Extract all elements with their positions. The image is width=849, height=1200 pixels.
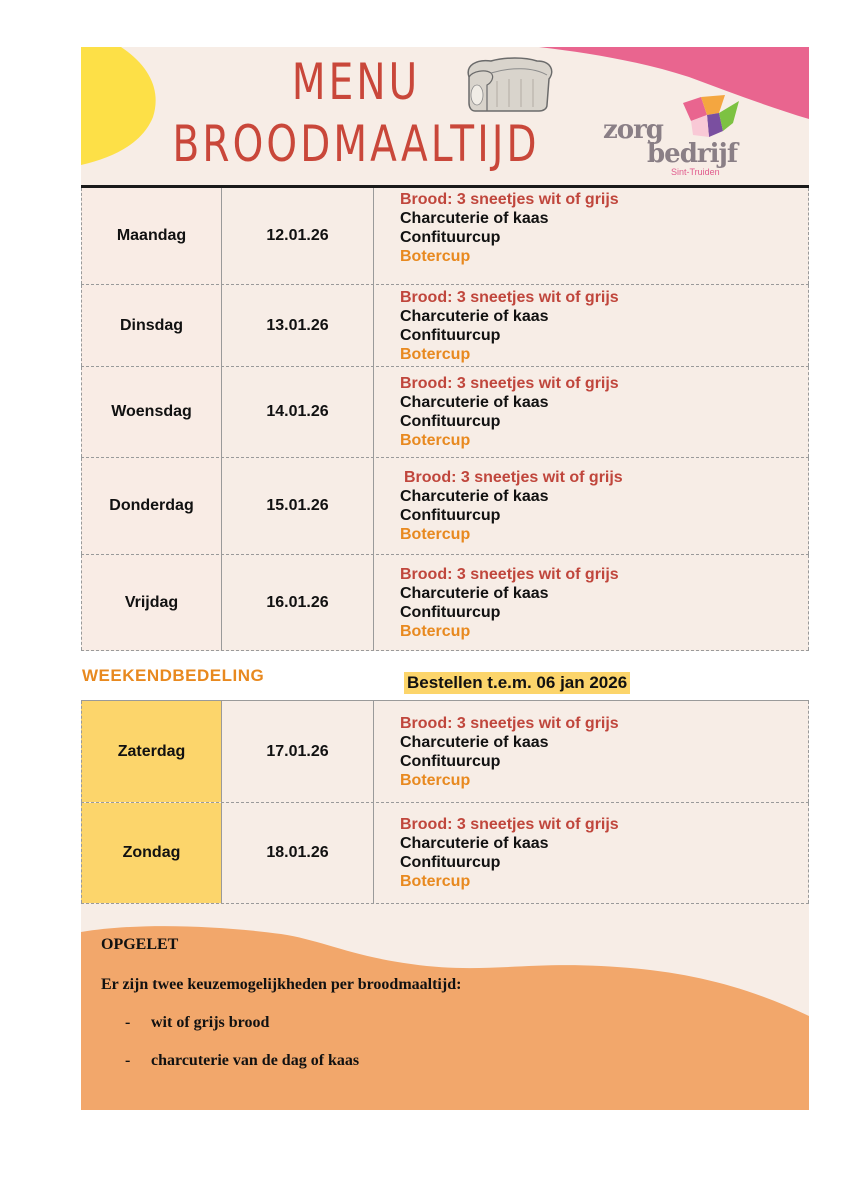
menu-charcuterie: Charcuterie of kaas: [400, 488, 549, 505]
menu-jam: Confituurcup: [400, 413, 501, 430]
note-text: Er zijn twee keuzemogelijkheden per broodmaaltijd:: [101, 976, 462, 993]
menu-cell: [374, 285, 809, 366]
date-cell: 12.01.26: [222, 188, 374, 284]
bullet-dash: -: [125, 1014, 131, 1031]
date-cell: 16.01.26: [222, 555, 374, 650]
table-row-thursday: [81, 458, 809, 555]
menu-jam: Confituurcup: [400, 752, 501, 770]
day-cell: Zaterdag: [81, 701, 222, 802]
day-cell: Vrijdag: [81, 555, 222, 650]
date-cell: 13.01.26: [222, 285, 374, 366]
note-title: OPGELET: [101, 936, 179, 953]
menu-cell: [374, 803, 809, 903]
menu-bread: Brood: 3 sneetjes wit of grijs: [404, 469, 623, 486]
date-cell: 17.01.26: [222, 701, 374, 802]
zorgbedrijf-logo: [603, 97, 763, 177]
footer-note: [81, 904, 809, 1110]
menu-cell: [374, 701, 809, 802]
weekend-title: WEEKENDBEDELING: [82, 666, 265, 685]
note-list-item: [125, 1014, 269, 1032]
menu-butter: Botercup: [400, 248, 471, 265]
day-cell: Zondag: [81, 803, 222, 903]
date-cell: 14.01.26: [222, 367, 374, 457]
menu-bread: Brood: 3 sneetjes wit of grijs: [400, 714, 619, 732]
day-cell: Donderdag: [81, 458, 222, 554]
menu-cell: [374, 458, 809, 554]
menu-charcuterie: Charcuterie of kaas: [400, 835, 549, 852]
header: [81, 47, 809, 185]
menu-butter: Botercup: [400, 873, 471, 890]
menu-bread: Brood: 3 sneetjes wit of grijs: [400, 816, 619, 833]
menu-cell: [374, 188, 809, 284]
logo-mark-icon: [663, 95, 743, 140]
order-deadline: Bestellen t.e.m. 06 jan 2026: [404, 672, 630, 694]
menu-bread: Brood: 3 sneetjes wit of grijs: [400, 375, 619, 392]
menu-butter: Botercup: [400, 345, 471, 363]
menu-jam: Confituurcup: [400, 326, 501, 344]
menu-charcuterie: Charcuterie of kaas: [400, 733, 549, 751]
day-cell: Dinsdag: [81, 285, 222, 366]
menu-jam: Confituurcup: [400, 854, 501, 871]
menu-bread: Brood: 3 sneetjes wit of grijs: [400, 288, 619, 306]
bullet-dash: -: [125, 1052, 131, 1069]
day-cell: Woensdag: [81, 367, 222, 457]
menu-jam: Confituurcup: [400, 229, 501, 246]
orange-wave-decoration: [81, 904, 809, 1110]
menu-butter: Botercup: [400, 622, 471, 640]
menu-charcuterie: Charcuterie of kaas: [400, 307, 549, 325]
weekend-section-header: [81, 651, 809, 701]
date-cell: 15.01.26: [222, 458, 374, 554]
table-row-sunday: [81, 803, 809, 904]
menu-charcuterie: Charcuterie of kaas: [400, 210, 549, 227]
day-cell: Maandag: [81, 188, 222, 284]
logo-word-bedrijf: bedrijf: [647, 139, 738, 169]
menu-cell: [374, 367, 809, 457]
date-cell: 18.01.26: [222, 803, 374, 903]
menu-butter: Botercup: [400, 526, 471, 543]
table-row-monday: [81, 188, 809, 285]
menu-sheet: [81, 47, 809, 1110]
menu-bread: Brood: 3 sneetjes wit of grijs: [400, 191, 619, 208]
note-item-text: wit of grijs brood: [151, 1014, 270, 1031]
table-row-saturday: [81, 701, 809, 803]
table-row-wednesday: [81, 367, 809, 458]
title-line-1: MENU: [291, 53, 421, 111]
logo-word-zorg: zorg: [603, 115, 663, 145]
menu-cell: [374, 555, 809, 650]
title-line-2: BROODMAALTIJD: [172, 115, 540, 173]
menu-charcuterie: Charcuterie of kaas: [400, 394, 549, 411]
note-list-item: [125, 1052, 359, 1070]
table-row-tuesday: [81, 285, 809, 367]
menu-jam: Confituurcup: [400, 507, 501, 524]
menu-butter: Botercup: [400, 432, 471, 449]
menu-butter: Botercup: [400, 771, 471, 789]
bread-loaf-icon: [461, 55, 556, 113]
menu-charcuterie: Charcuterie of kaas: [400, 584, 549, 602]
table-row-friday: [81, 555, 809, 651]
note-item-text: charcuterie van de dag of kaas: [151, 1052, 360, 1069]
logo-subtitle: Sint-Truiden: [671, 167, 720, 177]
menu-bread: Brood: 3 sneetjes wit of grijs: [400, 565, 619, 583]
menu-jam: Confituurcup: [400, 603, 501, 621]
